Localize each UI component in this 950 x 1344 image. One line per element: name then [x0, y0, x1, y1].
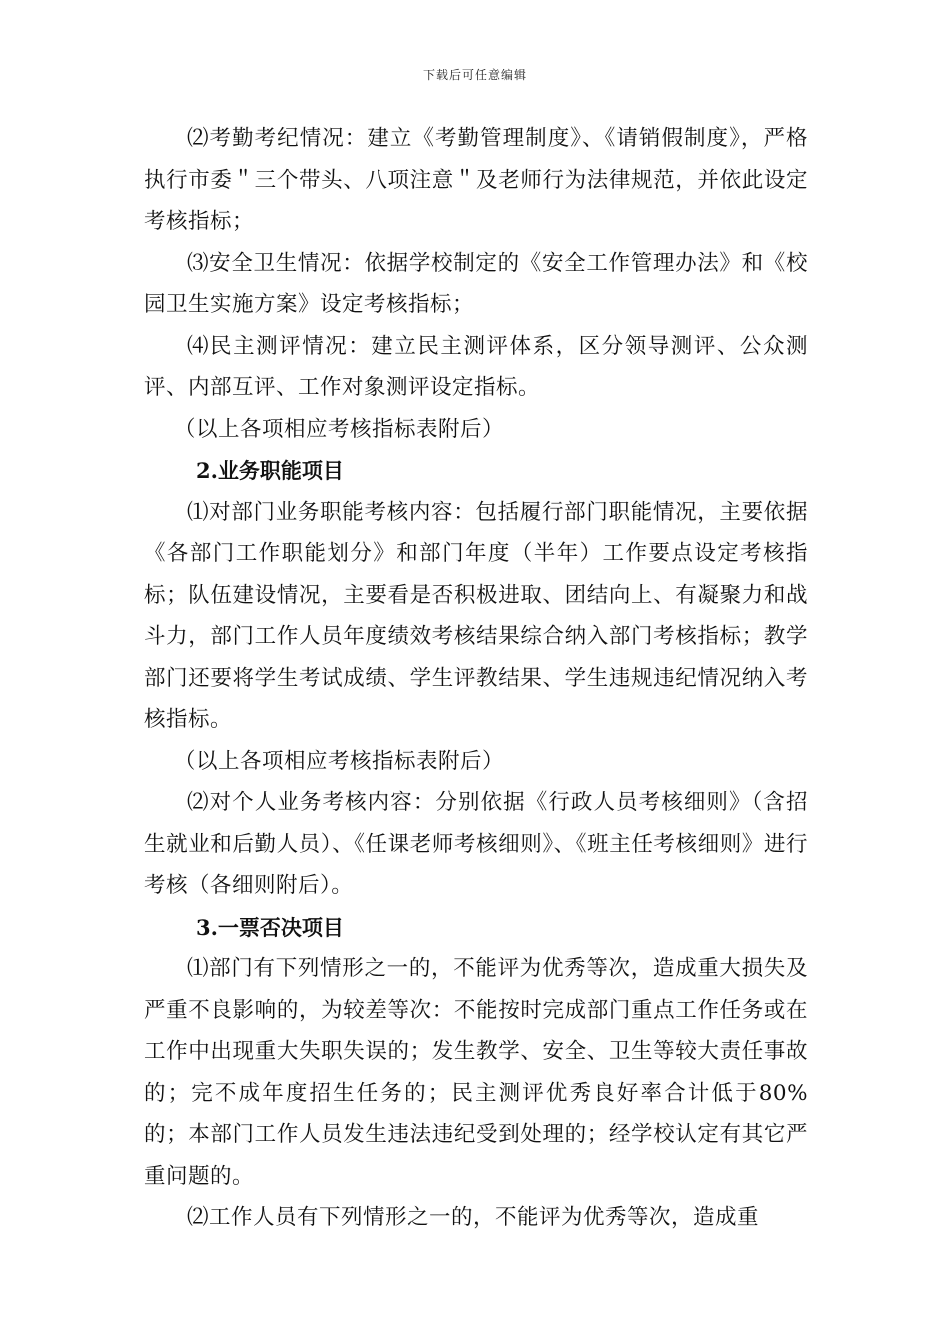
paragraph-safety-hygiene: ⑶安全卫生情况：依据学校制定的《安全工作管理办法》和《校园卫生实施方案》设定考核指标； [144, 250, 808, 317]
page-header: 下载后可任意编辑 [422, 68, 527, 82]
section-heading-veto: 3.一票否决项目 [196, 914, 344, 940]
paragraph-staff-veto: ⑵工作人员有下列情形之一的，不能评为优秀等次，造成重 [187, 1205, 760, 1230]
paragraph-attendance: ⑵考勤考纪情况：建立《考勤管理制度》、《请销假制度》，严格执行市委＂三个带头、八项注意＂及老师行为法律规范，并依此设定考核指标； [144, 126, 808, 234]
section-heading-business-function: 2.业务职能项目 [196, 458, 344, 483]
document-body [144, 118, 808, 1239]
note-attached-table: （以上各项相应考核指标表附后） [174, 748, 505, 774]
paragraph-democratic-evaluation: ⑷民主测评情况：建立民主测评体系，区分领导测评、公众测评、内部互评、工作对象测评设定指标。 [144, 333, 808, 400]
paragraph-individual-assessment: ⑵对个人业务考核内容：分别依据《行政人员考核细则》（含招生就业和后勤人员）、《任课老师考核细则》、《班主任考核细则》进行考核（各细则附后）。 [144, 790, 808, 898]
paragraph-department-veto: ⑴部门有下列情形之一的，不能评为优秀等次，造成重大损失及严重不良影响的，为较差等次：不能按时完成部门重点工作任务或在工作中出现重大失职失误的；发生教学、安全、卫生等较大责任事故的；完不成年度招生任务的；民主测评优秀良好率合计低于80%的；本部门工作人员发生违法违纪受到处理的；经学校认定有其它严重问题的。 [144, 956, 808, 1189]
note-attached-table: （以上各项相应考核指标表附后） [174, 416, 505, 442]
paragraph-department-assessment: ⑴对部门业务职能考核内容：包括履行部门职能情况，主要依据《各部门工作职能划分》和部门年度（半年）工作要点设定考核指标；队伍建设情况，主要看是否积极进取、团结向上、有凝聚力和战斗力，部门工作人员年度绩效考核结果综合纳入部门考核指标；教学部门还要将学生考试成绩、学生评教结果、学生违规违纪情况纳入考核指标。 [144, 499, 808, 732]
